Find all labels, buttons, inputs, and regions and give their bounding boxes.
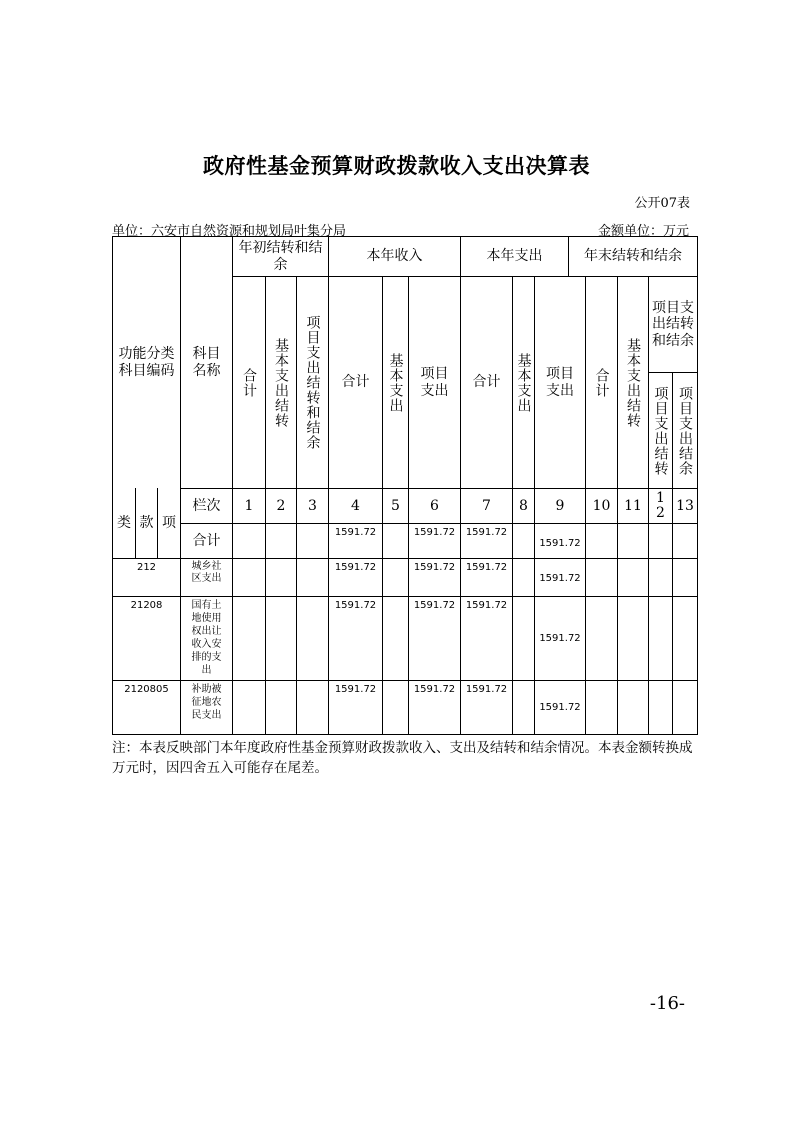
table-cell bbox=[535, 597, 585, 680]
table-row-code-text: 212 bbox=[136, 562, 157, 573]
table-cell-text: 1591.72 bbox=[539, 538, 581, 549]
table-cell-text: 1591.72 bbox=[465, 684, 508, 695]
table-cell bbox=[461, 524, 512, 558]
header-xiang bbox=[158, 489, 180, 558]
table-cell-text: 1591.72 bbox=[413, 527, 456, 538]
header-income-basic bbox=[383, 277, 408, 488]
table-cell bbox=[409, 559, 460, 596]
header-end-project-carry bbox=[649, 373, 672, 488]
table-cell-text: 1591.72 bbox=[465, 600, 508, 611]
table-cell-text: 1591.72 bbox=[539, 632, 581, 644]
table-cell bbox=[535, 524, 585, 558]
col-index-label bbox=[181, 489, 232, 523]
header-kuan bbox=[136, 489, 157, 558]
unit-label: 单位：六安市自然资源和规划局叶集分局 bbox=[112, 224, 347, 239]
header-expense-basic bbox=[513, 277, 534, 488]
col-number-text: 4 bbox=[351, 497, 360, 514]
table-cell-text: 1591.72 bbox=[334, 562, 377, 573]
header-income-project bbox=[409, 277, 460, 488]
col-number-text: 11 bbox=[624, 497, 642, 514]
table-cell bbox=[535, 559, 585, 596]
table-cell bbox=[535, 681, 585, 734]
header-start-basic bbox=[266, 277, 296, 488]
col-number-text: 5 bbox=[391, 497, 400, 514]
col-number-text: 8 bbox=[519, 497, 528, 514]
table-cell bbox=[461, 597, 512, 680]
header-start-basic-text: 基本支出结转 bbox=[273, 337, 290, 428]
header-lei bbox=[113, 489, 135, 558]
table-row-code bbox=[113, 559, 180, 596]
col-number-text: 1 bbox=[244, 497, 254, 514]
col-number-text: 12 bbox=[656, 490, 665, 521]
header-end-basic bbox=[618, 277, 648, 488]
header-income-basic-text: 基本支出 bbox=[387, 352, 404, 413]
col-number bbox=[233, 489, 265, 523]
table-cell bbox=[461, 559, 512, 596]
table-row-name bbox=[181, 524, 232, 558]
col-number-text: 13 bbox=[676, 497, 694, 514]
col-number bbox=[618, 489, 648, 523]
header-income-project-text: 项目支出 bbox=[420, 366, 449, 399]
table-row-name bbox=[181, 559, 232, 596]
header-end-project bbox=[649, 277, 697, 372]
col-number-text: 2 bbox=[276, 497, 286, 514]
col-number-text: 6 bbox=[430, 497, 439, 514]
header-expense-total bbox=[461, 277, 512, 488]
header-start-total bbox=[233, 277, 265, 488]
header-expense-total-text: 合计 bbox=[472, 374, 501, 391]
table-code: 公开07表 bbox=[634, 196, 690, 211]
col-number bbox=[673, 489, 697, 523]
header-end-project-balance-text: 项目支出结余 bbox=[677, 385, 694, 476]
header-func-code bbox=[113, 237, 180, 488]
table-cell bbox=[329, 681, 382, 734]
header-expense-project bbox=[535, 277, 585, 488]
header-subject-name bbox=[181, 237, 232, 488]
header-subject-name-text: 科目名称 bbox=[192, 346, 221, 379]
table-row-code bbox=[113, 681, 180, 734]
table-cell-text: 1591.72 bbox=[413, 600, 456, 611]
table-cell bbox=[409, 597, 460, 680]
header-expense-basic-text: 基本支出 bbox=[515, 352, 532, 413]
col-number bbox=[297, 489, 328, 523]
header-lei-text: 类 bbox=[117, 515, 131, 532]
table-row-name bbox=[181, 681, 232, 734]
col-number bbox=[266, 489, 296, 523]
table-cell-text: 1591.72 bbox=[334, 684, 377, 695]
col-number bbox=[461, 489, 512, 523]
header-start-total-text: 合计 bbox=[241, 367, 258, 398]
header-group-start bbox=[233, 237, 328, 276]
col-number-text: 7 bbox=[482, 497, 491, 514]
col-number-text: 10 bbox=[592, 497, 611, 514]
page-number: -16- bbox=[649, 993, 685, 1014]
table-cell-text: 1591.72 bbox=[539, 573, 581, 584]
header-group-income-text: 本年收入 bbox=[366, 248, 423, 265]
header-start-project bbox=[297, 277, 328, 488]
header-expense-project-text: 项目支出 bbox=[546, 366, 574, 399]
header-kuan-text: 款 bbox=[139, 515, 154, 532]
table-cell bbox=[409, 524, 460, 558]
header-end-project-carry-text: 项目支出结转 bbox=[652, 385, 669, 476]
table-cell bbox=[329, 524, 382, 558]
header-group-expense-text: 本年支出 bbox=[486, 248, 543, 265]
table-row-name-text: 补助被征地农民支出 bbox=[191, 684, 222, 721]
header-start-project-text: 项目支出结转和结余 bbox=[304, 315, 321, 450]
table-cell-text: 1591.72 bbox=[413, 562, 456, 573]
table-cell-text: 1591.72 bbox=[413, 684, 456, 695]
table-cell bbox=[409, 681, 460, 734]
table-cell bbox=[461, 681, 512, 734]
col-number bbox=[586, 489, 617, 523]
col-number bbox=[513, 489, 534, 523]
table-cell-text: 1591.72 bbox=[465, 562, 508, 573]
header-income-total bbox=[329, 277, 382, 488]
table-row-code-text: 21208 bbox=[130, 600, 163, 611]
header-func-code-text: 功能分类科目编码 bbox=[118, 346, 175, 379]
table-row-name-text: 国有土地使用权出让收入安排的支出 bbox=[191, 600, 222, 676]
table-cell bbox=[329, 559, 382, 596]
col-number-text: 3 bbox=[308, 497, 317, 514]
col-number bbox=[649, 489, 672, 523]
header-group-income bbox=[329, 237, 460, 276]
footnote: 注：本表反映部门本年度政府性基金预算财政拨款收入、支出及结转和结余情况。本表金额转换成万元时，因四舍五入可能存在尾差。 bbox=[112, 740, 693, 776]
table-row-code-text: 2120805 bbox=[124, 684, 169, 695]
header-end-total bbox=[586, 277, 617, 488]
page-title: 政府性基金预算财政拨款收入支出决算表 bbox=[203, 154, 590, 178]
amount-unit: 金额单位：万元 bbox=[597, 224, 689, 239]
col-number bbox=[329, 489, 382, 523]
table-row-name bbox=[181, 597, 232, 680]
col-number bbox=[535, 489, 585, 523]
col-number bbox=[383, 489, 408, 523]
col-index-label-text: 栏次 bbox=[192, 497, 221, 514]
table-cell-text: 1591.72 bbox=[465, 527, 508, 538]
header-income-total-text: 合计 bbox=[341, 374, 370, 391]
header-end-basic-text: 基本支出结转 bbox=[625, 337, 642, 428]
table-row-code bbox=[113, 597, 180, 680]
header-end-project-balance bbox=[673, 373, 697, 488]
header-group-end bbox=[569, 237, 697, 276]
table-cell-text: 1591.72 bbox=[334, 527, 377, 538]
table-cell bbox=[329, 597, 382, 680]
table-row-name-text: 城乡社区支出 bbox=[191, 561, 222, 584]
header-end-project-text: 项目支出结转和结余 bbox=[652, 300, 694, 349]
col-number-text: 9 bbox=[555, 497, 565, 514]
col-number bbox=[409, 489, 460, 523]
table-cell-text: 1591.72 bbox=[539, 701, 581, 713]
table-cell-text: 1591.72 bbox=[334, 600, 377, 611]
table-row-name-text: 合计 bbox=[192, 532, 221, 549]
header-xiang-text: 项 bbox=[162, 515, 176, 532]
header-group-start-text: 年初结转和结余 bbox=[238, 240, 323, 273]
header-group-end-text: 年末结转和结余 bbox=[584, 248, 682, 265]
header-end-total-text: 合计 bbox=[593, 367, 610, 398]
header-group-expense bbox=[461, 237, 568, 276]
